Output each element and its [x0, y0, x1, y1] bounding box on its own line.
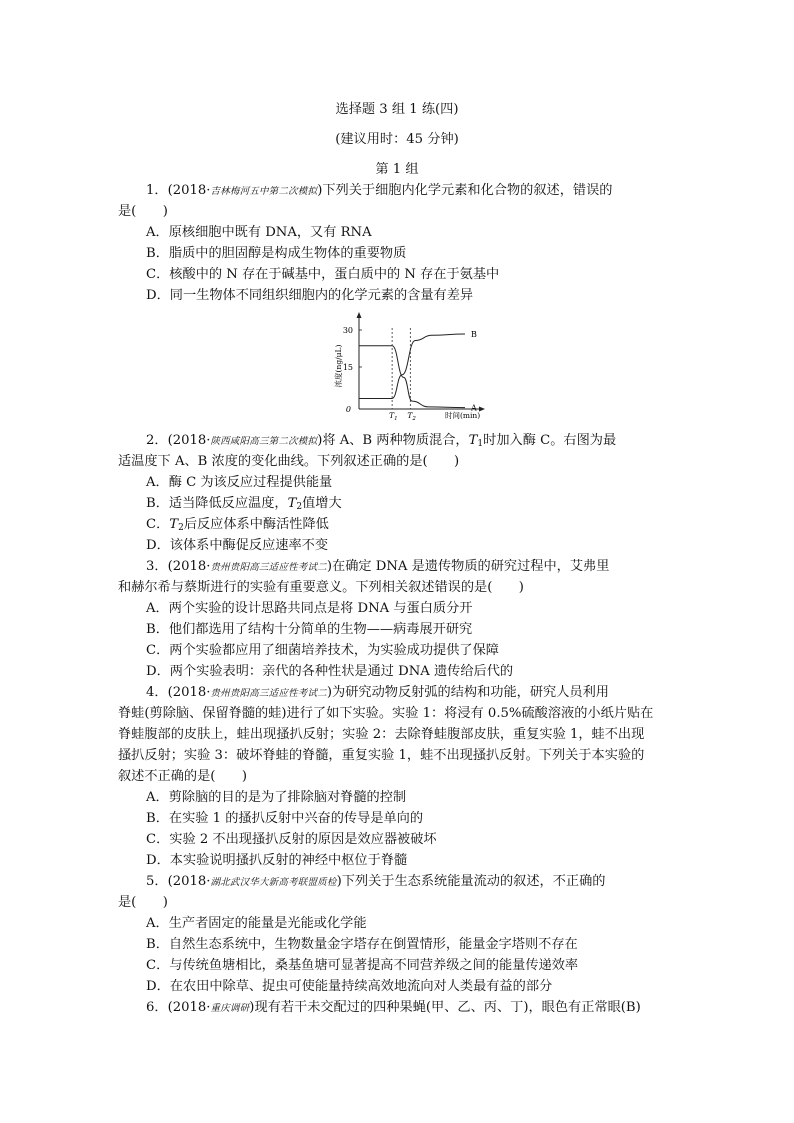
q4-option-b: B．在实验 1 的搔扒反射中兴奋的传导是单向的 — [146, 811, 424, 826]
y-tick-0: 0 — [345, 405, 351, 414]
q1-option-b: B．脂质中的胆固醇是构成生物体的重要物质 — [146, 246, 407, 261]
q2-option-c-t-symbol: T — [169, 517, 179, 532]
q2-t-symbol: T — [468, 433, 478, 448]
q1-stem-line-1 — [146, 181, 711, 202]
q4-number: 4．(2018· — [146, 685, 211, 700]
q3-option-b: B．他们都选用了结构十分简单的生物——病毒展开研究 — [146, 622, 473, 637]
q3-stem-line-1 — [146, 557, 711, 578]
q5-option-a: A．生产者固定的能量是光能或化学能 — [146, 916, 367, 931]
q2-option-b-text-1: B．适当降低反应温度， — [146, 496, 288, 511]
q6-stem-line-1 — [146, 998, 711, 1019]
q2-stem-a1: )将 A、B 两种物质混合， — [317, 433, 469, 448]
q4-stem-line-4: 搔扒反射；实验 3：破坏脊蛙的脊髓，重复实验 1，蛙不出现搔扒反射。下列关于本实验的 — [118, 748, 645, 763]
q5-option-b: B．自然生态系统中，生物数量金字塔存在倒置情形，能量金字塔则不存在 — [146, 937, 578, 952]
worksheet-title: 选择题 3 组 1 练(四) — [335, 102, 459, 117]
q3-stem-a: )在确定 DNA 是遗传物质的研究过程中，艾弗里 — [326, 559, 610, 574]
q2-option-c-text-1: C． — [146, 517, 170, 532]
q4-stem-line-3: 脊蛙腹部的皮肤上，蛙出现搔扒反射；实验 2：去除脊蛙腹部皮肤，重复实验 1，蛙不出现 — [118, 727, 645, 742]
q5-source: 湖北武汉华大新高考联盟质检 — [210, 877, 337, 888]
group-heading: 第 1 组 — [375, 162, 419, 177]
q5-number: 5．(2018· — [146, 874, 211, 889]
q4-source: 贵州贵阳高三适应性考试二 — [210, 688, 327, 699]
curve-label-b: B — [471, 329, 477, 339]
q5-stem-a: )下列关于生态系统能量流动的叙述，不正确的 — [336, 874, 606, 889]
q2-option-c-t-subscript: 2 — [178, 523, 184, 533]
concentration-chart-svg — [333, 308, 493, 424]
q6-source: 重庆调研 — [210, 1003, 250, 1014]
y-tick-30: 30 — [342, 326, 353, 335]
y-axis-arrow-icon — [357, 312, 362, 318]
q1-stem-a: )下列关于细胞内化学元素和化合物的叙述，错误的 — [317, 183, 613, 198]
q3-number: 3．(2018· — [146, 559, 211, 574]
concentration-chart — [333, 308, 493, 424]
q2-stem-a2: 时加入酶 C。右图为最 — [483, 433, 617, 448]
x-tick-t1: $T_1$ — [389, 411, 398, 422]
q3-option-a: A．两个实验的设计思路共同点是将 DNA 与蛋白质分开 — [146, 601, 473, 616]
q6-stem-a: )现有若干未交配过的四种果蝇(甲、乙、丙、丁)，眼色有正常眼(B) — [249, 1000, 641, 1015]
q2-option-b — [146, 494, 711, 517]
curve-label-a: A — [471, 403, 477, 413]
q3-source: 贵州贵阳高三适应性考试二 — [210, 562, 327, 573]
q1-option-c: C．核酸中的 N 存在于碱基中，蛋白质中的 N 存在于氨基中 — [146, 267, 500, 282]
curves — [359, 330, 477, 413]
curve-b — [359, 334, 465, 399]
q2-number: 2．(2018· — [146, 433, 211, 448]
y-tick-15: 15 — [342, 363, 353, 372]
q2-option-c-text-2: 后反应体系中酶活性降低 — [183, 517, 329, 532]
q2-t-subscript: 1 — [477, 439, 484, 449]
q3-option-d: D．两个实验表明：亲代的各种性状是通过 DNA 遗传给后代的 — [146, 664, 514, 679]
q1-option-a: A．原核细胞中既有 DNA，又有 RNA — [146, 225, 372, 240]
x-tick-t2: $T_2$ — [407, 411, 416, 422]
q5-stem-line-2: 是( ) — [118, 895, 168, 910]
q2-option-b-t-symbol: T — [287, 496, 297, 511]
q1-stem-line-2: 是( ) — [118, 204, 168, 219]
q3-stem-line-2: 和赫尔希与蔡斯进行的实验有重要意义。下列相关叙述错误的是( ) — [118, 580, 524, 595]
q5-option-c: C．与传统鱼塘相比，桑基鱼塘可显著提高不同营养级之间的能量传递效率 — [146, 958, 579, 973]
q4-stem-line-1 — [146, 683, 711, 704]
q2-stem-line-1 — [146, 431, 711, 454]
q4-option-d: D．本实验说明搔扒反射的神经中枢位于脊髓 — [146, 853, 408, 868]
q1-source: 吉林梅河五中第二次模拟 — [210, 186, 318, 197]
x-axis-label: 时间(min) — [445, 411, 481, 420]
q1-number: 1．(2018· — [146, 183, 211, 198]
q2-option-b-text-2: 值增大 — [302, 496, 342, 511]
q5-stem-line-1 — [146, 872, 711, 893]
q4-option-a: A．剪除脑的目的是为了排除脑对脊髓的控制 — [146, 790, 407, 805]
q1-option-d: D．同一生物体不同组织细胞内的化学元素的含量有差异 — [146, 288, 474, 303]
q2-option-b-t-subscript: 2 — [296, 502, 303, 512]
q4-stem-line-5: 叙述不正确的是( ) — [118, 769, 247, 784]
q4-option-c: C．实验 2 不出现搔扒反射的原因是效应器被破坏 — [146, 832, 437, 847]
suggested-time: (建议用时：45 分钟) — [335, 132, 459, 147]
q6-number: 6．(2018· — [146, 1000, 211, 1015]
q2-option-a: A．酶 C 为该反应过程提供能量 — [146, 475, 333, 490]
q2-stem-line-2: 适温度下 A、B 浓度的变化曲线。下列叙述正确的是( ) — [118, 454, 460, 469]
q5-option-d: D．在农田中除草、捉虫可使能量持续高效地流向对人类最有益的部分 — [146, 979, 553, 994]
y-axis-label: 浓度(ng/μL) — [334, 344, 343, 388]
q2-source: 陕西咸阳高三第二次模拟 — [210, 436, 318, 447]
q2-option-d: D．该体系中酶促反应速率不变 — [146, 538, 329, 553]
q4-stem-line-2: 脊蛙(剪除脑、保留脊髓的蛙)进行了如下实验。实验 1：将浸有 0.5%硫酸溶液的小纸片贴在 — [118, 706, 654, 721]
q2-option-c — [146, 515, 711, 538]
q4-stem-a: )为研究动物反射弧的结构和功能，研究人员利用 — [326, 685, 609, 700]
q3-option-c: C．两个实验都应用了细菌培养技术，为实验成功提供了保障 — [146, 643, 499, 658]
